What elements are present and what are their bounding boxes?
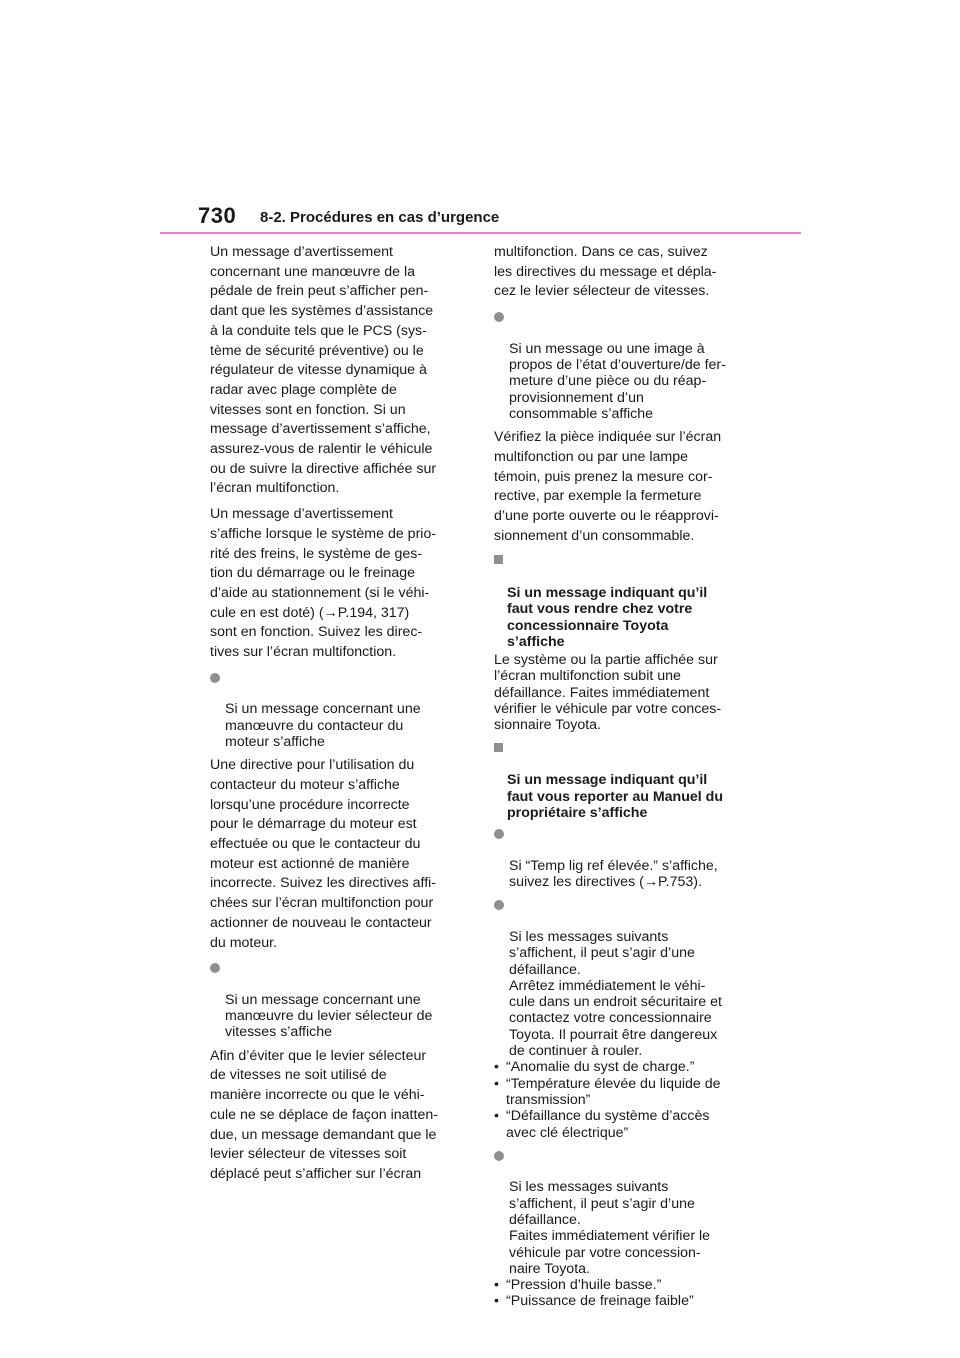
bullet-text: Si un message ou une image à propos de l’état d’ouverture/de fer- meture d’une pièce ou du réap- provisionnement d’un consommable s’affiche (509, 340, 726, 422)
message-list (494, 1277, 756, 1310)
heading-text: Si un message indiquant qu’il faut vous rendre chez votre concessionnaire Toyota s’affiche (507, 585, 708, 650)
heading-text: Si un message indiquant qu’il faut vous reporter au Manuel du propriétaire s’affiche (507, 772, 723, 821)
bullet-heading (494, 1147, 756, 1277)
paragraph: Un message d’avertissement s’affiche lorsque le système de prio- rité des freins, le système de ges- tion du démarrage ou le freinage d’aide au stationnement (si le véhi- cule en est doté) (→P.194, 317) sont en fonction. Suivez les direc- tives sur l’écran multifonction. (210, 506, 437, 661)
bullet-dot-icon (494, 1151, 504, 1161)
list-item: • “Défaillance du système d’accès avec clé électrique” (494, 1108, 756, 1141)
bullet-dot-icon (210, 963, 220, 973)
bullet-text: Si un message concernant une manœuvre du contacteur du moteur s’affiche (225, 701, 421, 750)
list-item: • “Puissance de freinage faible” (494, 1293, 756, 1309)
bullet-text: Si “Temp lig ref élevée.” s’affiche, suivez les directives (→P.753). (509, 857, 718, 891)
bullet-heading (494, 896, 756, 1059)
bullet-dot-icon (210, 673, 220, 683)
bullet-text: Si les messages suivants s’affichent, il peut s’agir d’une défaillance. Faites immédiatement vérifier le véhicule par votre concession- naire Toyota. (509, 1179, 711, 1277)
left-column (210, 243, 472, 1191)
bullet-heading (494, 308, 756, 422)
section-heading (494, 740, 756, 821)
square-bullet-icon (494, 743, 503, 752)
paragraph: Le système ou la partie affichée sur l’écran multifonction subit une défaillance. Faites immédiatement vérifier le véhicule par votre conces- sionnaire Toyota. (494, 652, 722, 734)
message-list (494, 1059, 756, 1140)
list-item: • “Température élevée du liquide de transmission” (494, 1076, 756, 1109)
paragraph: Afin d’éviter que le levier sélecteur de vitesses ne soit utilisé de manière incorrecte ou que le véhi- cule ne se déplace de façon inatten- due, un message demandant que le levier sélecteur de vitesses soit déplacé peut s’afficher sur l’écran (210, 1047, 438, 1182)
page-number: 730 (198, 203, 237, 228)
bullet-heading (210, 959, 472, 1040)
list-item: • “Pression d’huile basse.” (494, 1277, 756, 1293)
list-item: • “Anomalie du syst de charge.” (494, 1059, 756, 1075)
section-title: 8-2. Procédures en cas d’urgence (260, 209, 500, 226)
bullet-dot-icon (494, 900, 504, 910)
bullet-heading (494, 825, 756, 890)
square-bullet-icon (494, 555, 503, 564)
paragraph: Vérifiez la pièce indiquée sur l’écran multifonction ou par une lampe témoin, puis prenez la mesure cor- rective, par exemple la fermeture d’une porte ouverte ou le réapprovi- sionnement d’un consommable. (494, 429, 722, 544)
right-column (494, 243, 756, 1316)
bullet-text: Si les messages suivants s’affichent, il peut s’agir d’une défaillance. Arrêtez immédiatement le véhi- cule dans un endroit sécuritaire et contactez votre concessionnaire Toyota. Il pourrait être dangereux de continuer à rouler. (509, 928, 722, 1060)
section-heading (494, 552, 756, 650)
paragraph: Un message d’avertissement concernant une manœuvre de la pédale de frein peut s’afficher pen- dant que les systèmes d’assistance à la conduite tels que le PCS (sys- tème de sécurité préventive) ou le régulateur de vitesse dynamique à radar avec plage complète de vitesses sont en fonction. Si un message d’avertissement s’affiche, assurez-vous de ralentir le véhicule ou de suivre la directive affichée sur l’écran multifonction. (210, 244, 437, 497)
bullet-dot-icon (494, 312, 504, 322)
paragraph: multifonction. Dans ce cas, suivez les directives du message et dépla- cez le levier sélecteur de vitesses. (494, 244, 717, 300)
bullet-text: Si un message concernant une manœuvre du levier sélecteur de vitesses s’affiche (225, 991, 433, 1041)
paragraph: Une directive pour l’utilisation du contacteur du moteur s’affiche lorsqu’une procédure incorrecte pour le démarrage du moteur est effectuée ou que le contacteur du moteur est actionné de manière incorrecte. Suivez les directives affi- chées sur l’écran multifonction pour actionner de nouveau le contacteur du moteur. (210, 757, 437, 951)
header-divider (160, 232, 801, 234)
bullet-heading (210, 669, 472, 750)
bullet-dot-icon (494, 829, 504, 839)
